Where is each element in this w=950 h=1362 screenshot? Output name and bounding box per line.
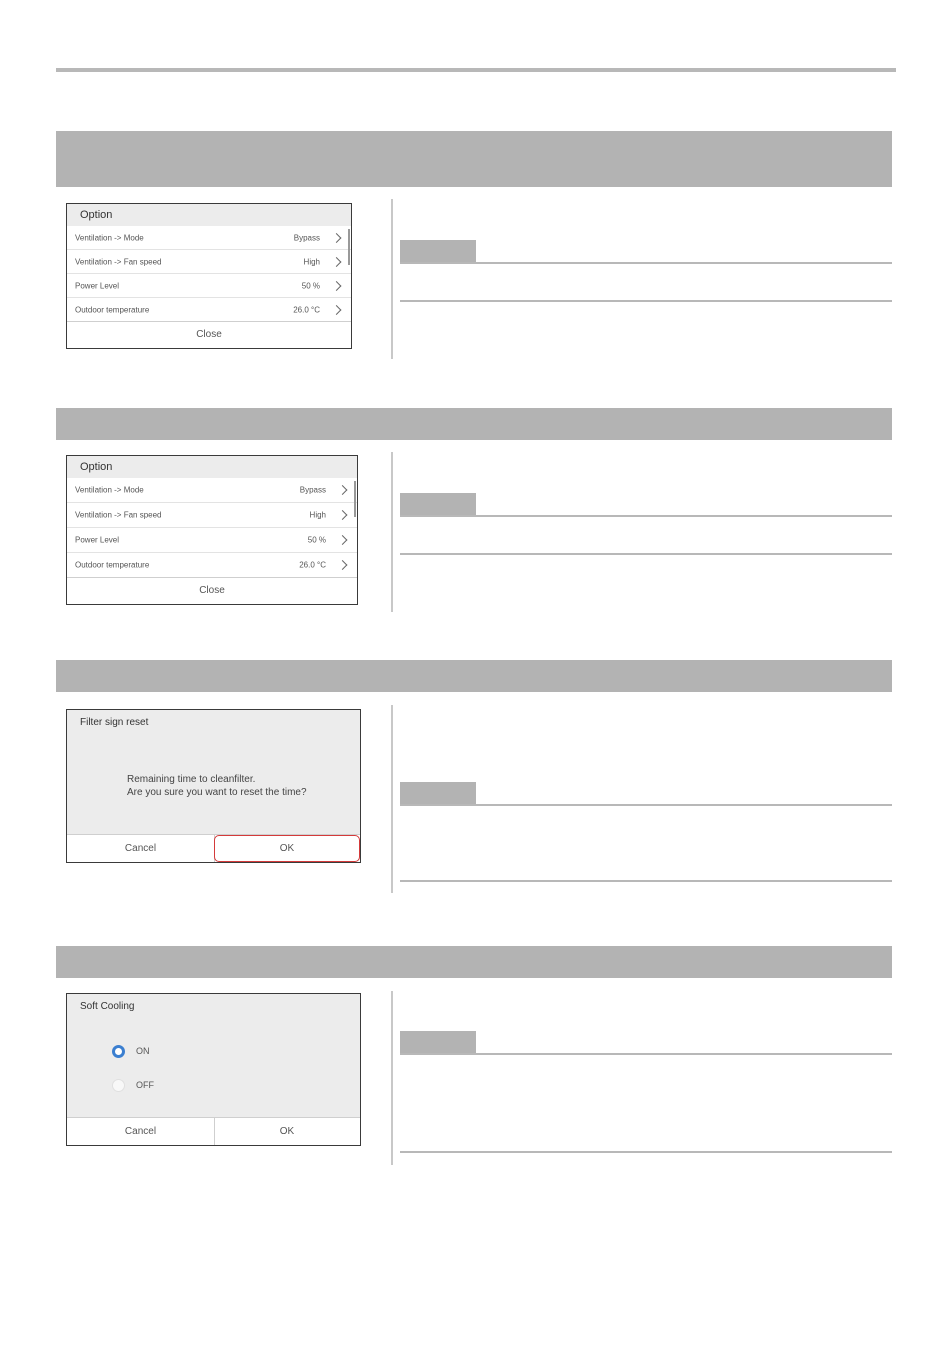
note-rule bbox=[400, 300, 892, 302]
dialog-body bbox=[67, 736, 360, 836]
chevron-right-icon bbox=[338, 510, 348, 520]
option-row-value: Bypass bbox=[299, 485, 326, 495]
option-row[interactable] bbox=[67, 250, 351, 274]
vertical-divider bbox=[391, 991, 393, 1165]
dialog-message-line: Are you sure you want to reset the time? bbox=[127, 787, 307, 798]
option-row-value: 26.0 °C bbox=[299, 560, 326, 570]
note-rule bbox=[400, 1053, 892, 1055]
filter-sign-reset-dialog bbox=[66, 709, 361, 863]
radio-label: ON bbox=[136, 1046, 150, 1056]
section-header-bar bbox=[56, 660, 892, 692]
option-row[interactable] bbox=[67, 478, 357, 503]
option-row-label: Power Level bbox=[75, 535, 120, 545]
ok-button[interactable]: OK bbox=[214, 835, 360, 862]
option-row[interactable] bbox=[67, 226, 351, 250]
option-row[interactable] bbox=[67, 503, 357, 528]
radio-on[interactable] bbox=[112, 1045, 125, 1058]
option-row-value: High bbox=[309, 510, 326, 520]
section-header-bar bbox=[56, 408, 892, 440]
chevron-right-icon bbox=[332, 305, 342, 315]
option-row-label: Outdoor temperature bbox=[75, 560, 150, 570]
option-panel bbox=[66, 203, 352, 349]
panel-title: Option bbox=[67, 456, 357, 478]
option-row-label: Ventilation -> Mode bbox=[75, 233, 144, 242]
chevron-right-icon bbox=[338, 560, 348, 570]
vertical-divider bbox=[391, 705, 393, 893]
chevron-right-icon bbox=[332, 233, 342, 243]
note-rule bbox=[400, 880, 892, 882]
note-rule bbox=[400, 515, 892, 517]
dialog-title: Soft Cooling bbox=[67, 994, 360, 1020]
dialog-button-row bbox=[67, 834, 360, 862]
option-row-value: 50 % bbox=[307, 535, 326, 545]
option-row-value: 50 % bbox=[301, 281, 320, 290]
section-header-bar bbox=[56, 131, 892, 187]
note-rule bbox=[400, 553, 892, 555]
cancel-button[interactable]: Cancel bbox=[124, 843, 157, 854]
ok-button[interactable]: OK bbox=[279, 1126, 295, 1137]
note-tab bbox=[400, 782, 476, 804]
option-row-label: Ventilation -> Fan speed bbox=[75, 510, 162, 520]
note-rule bbox=[400, 804, 892, 806]
scrollbar[interactable] bbox=[348, 229, 350, 265]
option-row[interactable] bbox=[67, 553, 357, 578]
option-row-value: Bypass bbox=[293, 233, 320, 242]
chevron-right-icon bbox=[332, 257, 342, 267]
chevron-right-icon bbox=[338, 535, 348, 545]
dialog-message-line: Remaining time to cleanfilter. bbox=[127, 774, 256, 785]
note-tab bbox=[400, 493, 476, 515]
dialog-title: Filter sign reset bbox=[67, 710, 360, 736]
vertical-divider bbox=[391, 452, 393, 612]
note-rule bbox=[400, 1151, 892, 1153]
option-row[interactable] bbox=[67, 528, 357, 553]
note-tab bbox=[400, 240, 476, 262]
section-header-bar bbox=[56, 946, 892, 978]
chevron-right-icon bbox=[338, 485, 348, 495]
chevron-right-icon bbox=[332, 281, 342, 291]
radio-off[interactable] bbox=[112, 1079, 125, 1092]
scrollbar[interactable] bbox=[354, 481, 356, 517]
option-row-label: Ventilation -> Fan speed bbox=[75, 257, 162, 266]
top-rule bbox=[56, 68, 896, 72]
panel-title: Option bbox=[67, 204, 351, 226]
dialog-body bbox=[67, 1020, 360, 1119]
option-row-label: Power Level bbox=[75, 281, 120, 290]
note-rule bbox=[400, 262, 892, 264]
option-row-label: Ventilation -> Mode bbox=[75, 485, 144, 495]
radio-label: OFF bbox=[136, 1080, 154, 1090]
vertical-divider bbox=[391, 199, 393, 359]
dialog-button-row bbox=[67, 1117, 360, 1145]
soft-cooling-dialog bbox=[66, 993, 361, 1146]
cancel-button[interactable]: Cancel bbox=[124, 1126, 157, 1137]
close-button[interactable]: Close bbox=[67, 577, 357, 604]
note-tab bbox=[400, 1031, 476, 1053]
close-button[interactable]: Close bbox=[67, 321, 351, 348]
option-row[interactable] bbox=[67, 298, 351, 322]
option-panel bbox=[66, 455, 358, 605]
option-row-value: High bbox=[303, 257, 320, 266]
option-row-label: Outdoor temperature bbox=[75, 305, 150, 314]
option-row-value: 26.0 °C bbox=[293, 305, 320, 314]
option-row[interactable] bbox=[67, 274, 351, 298]
